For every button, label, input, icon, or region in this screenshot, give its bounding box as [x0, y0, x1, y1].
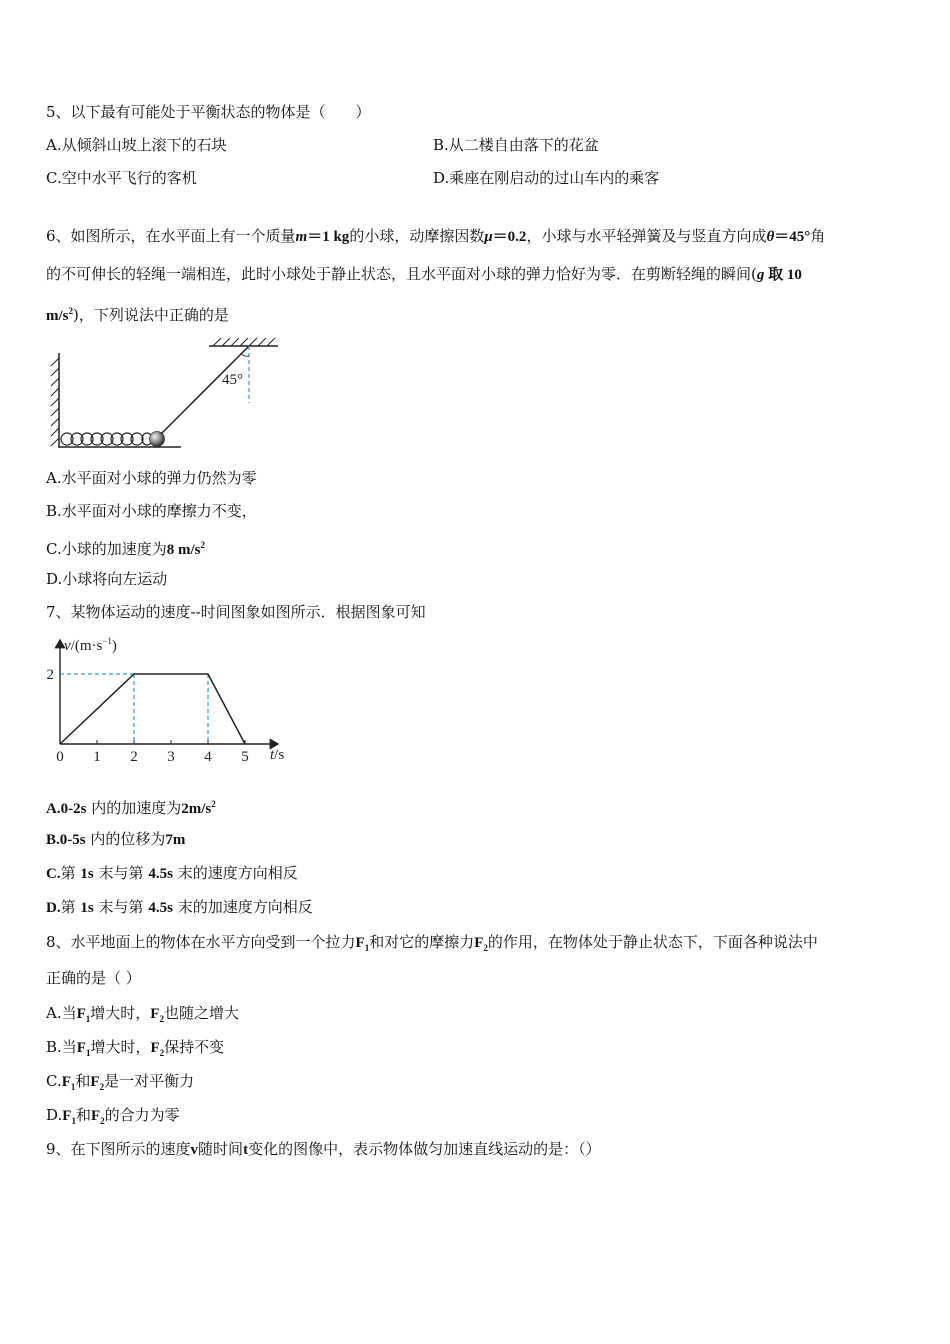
q6-stem-line3: $m/s^2$)，下列说法中正确的是: [46, 306, 229, 324]
x-tick-label: 5: [241, 749, 249, 765]
q5-option-d: D.乘座在刚启动的过山车内的乘客: [433, 169, 660, 187]
q6-stem-line1: 6、如图所示，在水平面上有一个质量m＝1 kg的小球，动摩擦因数μ＝0.2，小球与水平轻弹簧及与竖直方向成θ＝45°角: [46, 227, 826, 245]
q7-option-b: B.0-5s 内的位移为7m: [46, 830, 186, 848]
q6-option-d: D.小球将向左运动: [46, 570, 168, 588]
q7-option-c: C.第 1s 末与第 4.5s 末的速度方向相反: [46, 864, 298, 882]
q5-option-c: C.空中水平飞行的客机: [46, 169, 197, 187]
q8-option-a: A.当$F_1$增大时，$F_2$也随之增大: [46, 1004, 239, 1024]
q8-option-d: $D.F_1$和$F_2$的合力为零: [46, 1106, 180, 1126]
q7-velocity-time-chart: [40, 630, 300, 770]
x-tick-label: 4: [204, 749, 212, 765]
q5-stem: 5、以下最有可能处于平衡状态的物体是（ ）: [46, 103, 371, 121]
x-tick-label: 3: [167, 749, 175, 765]
x-tick-label: 2: [130, 749, 138, 765]
x-axis-label: t/s: [270, 747, 285, 763]
series-line: [60, 674, 245, 744]
q8-stem-line2: 正确的是（ ）: [46, 969, 141, 987]
q6-angle-label: 45°: [222, 372, 243, 388]
y-tick-label: 2: [46, 667, 54, 683]
x-tick-label: 0: [56, 749, 64, 765]
y-axis-label: $v/(m\cdot s^{-1})$: [64, 636, 117, 654]
q8-stem-line1: 8、水平地面上的物体在水平方向受到一个拉力$F_1$和对它的摩擦力$F_2$的作用，在物体处于静止状态下，下面各种说法中: [46, 933, 818, 953]
q5-option-a: A.从倾斜山坡上滚下的石块: [46, 136, 227, 154]
q7-option-d: D.第 1s 末与第 4.5s 末的加速度方向相反: [46, 898, 313, 916]
q6-option-a: A.水平面对小球的弹力仍然为零: [46, 469, 257, 487]
q8-option-c: $C.F_1$和$F_2$是一对平衡力: [46, 1072, 195, 1092]
q5-option-b: B.从二楼自由落下的花盆: [433, 136, 599, 154]
q8-option-b: B.当$F_1$增大时，$F_2$保持不变: [46, 1038, 225, 1058]
q6-option-c: C.小球的加速度为8 $m/s^2$: [46, 540, 205, 558]
q9-stem: 9、在下图所示的速度v随时间t变化的图像中，表示物体做匀加速直线运动的是：（）: [46, 1140, 601, 1158]
q6-spring-ball-figure: [46, 333, 286, 453]
q6-stem-line2: 的不可伸长的轻绳一端相连，此时小球处于静止状态，且水平面对小球的弹力恰好为零．在剪断轻绳的瞬间(g 取 10: [46, 265, 802, 283]
x-tick-label: 1: [93, 749, 101, 765]
q7-option-a: A.0-2s 内的加速度为$2m/s^2$: [46, 799, 216, 817]
q7-stem: 7、某物体运动的速度--时间图象如图所示．根据图象可知: [46, 603, 426, 621]
q6-option-b: B.水平面对小球的摩擦力不变，: [46, 502, 257, 520]
